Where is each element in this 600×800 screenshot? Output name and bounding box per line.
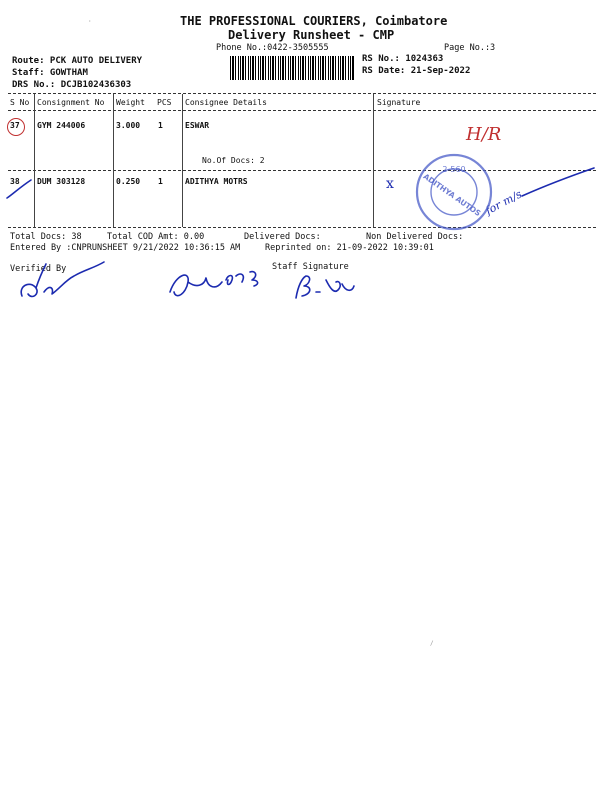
verified-by-label: Verified By	[10, 264, 67, 274]
for-note-handwritten: for m/s	[483, 187, 524, 218]
row-consignment: GYM 244006	[37, 121, 86, 130]
row-sno: 38	[10, 177, 20, 186]
staff-label: Staff: GOWTHAM	[12, 68, 88, 78]
row-divider	[8, 170, 596, 171]
pen-stroke	[520, 164, 596, 200]
col-header-sno: S No	[10, 98, 30, 107]
col-divider	[34, 94, 35, 227]
stamp-code: 2-560	[442, 165, 466, 174]
col-divider	[113, 94, 114, 227]
row-pcs: 1	[158, 177, 163, 186]
phone-number: Phone No.:0422-3505555	[216, 43, 329, 53]
table-header-rule	[8, 110, 596, 111]
total-cod: Total COD Amt: 0.00	[107, 232, 205, 242]
staff-signature	[290, 270, 360, 304]
row-consignment: DUM 303128	[37, 177, 86, 186]
row-docs: No.Of Docs: 2	[202, 156, 265, 165]
row-pcs: 1	[158, 121, 163, 130]
table-top-rule	[8, 93, 596, 94]
row-weight: 0.250	[116, 177, 141, 186]
rs-number: RS No.: 1024363	[362, 54, 444, 64]
runsheet-title: Delivery Runsheet - CMP	[228, 28, 395, 42]
rs-date: RS Date: 21-Sep-2022	[362, 66, 471, 76]
tick-mark	[5, 176, 35, 202]
row-consignee: ESWAR	[185, 121, 210, 130]
staff-signature-label: Staff Signature	[272, 262, 349, 272]
col-header-pcs: PCS	[157, 98, 172, 107]
col-header-consignment: Consignment No	[37, 98, 105, 107]
barcode	[230, 56, 354, 80]
company-stamp	[414, 152, 494, 232]
total-docs: Total Docs: 38	[10, 232, 82, 242]
col-divider	[182, 94, 183, 227]
reprinted-on: Reprinted on: 21-09-2022 10:39:01	[265, 243, 434, 253]
x-handwritten-mark: x	[386, 176, 394, 192]
verifier-signature	[14, 258, 110, 304]
col-header-consignee: Consignee Details	[185, 98, 267, 107]
margin-speck: /	[430, 640, 434, 647]
entered-by: Entered By :CNPRUNSHEET 9/21/2022 10:36:15 AM	[10, 243, 241, 253]
row-consignee: ADITHYA MOTRS	[185, 177, 248, 186]
company-title: THE PROFESSIONAL COURIERS, Coimbatore	[180, 14, 448, 28]
delivered-docs: Delivered Docs:	[244, 232, 321, 242]
hr-handwritten-mark: H/R	[466, 124, 502, 145]
page-number: Page No.:3	[444, 43, 496, 53]
receiver-signature	[166, 262, 274, 310]
non-delivered-docs: Non Delivered Docs:	[366, 232, 464, 242]
stamp-text: ADITHYA AUTOS	[421, 171, 483, 219]
drs-number: DRS No.: DCJB102436303	[12, 80, 132, 90]
route-label: Route: PCK AUTO DELIVERY	[12, 56, 143, 66]
margin-speck: ·	[88, 18, 92, 25]
table-bottom-rule	[8, 227, 596, 228]
col-divider	[373, 94, 374, 227]
col-header-signature: Signature	[377, 98, 421, 107]
row-weight: 3.000	[116, 121, 141, 130]
row-sno: 37	[10, 121, 20, 130]
col-header-weight: Weight	[116, 98, 145, 107]
